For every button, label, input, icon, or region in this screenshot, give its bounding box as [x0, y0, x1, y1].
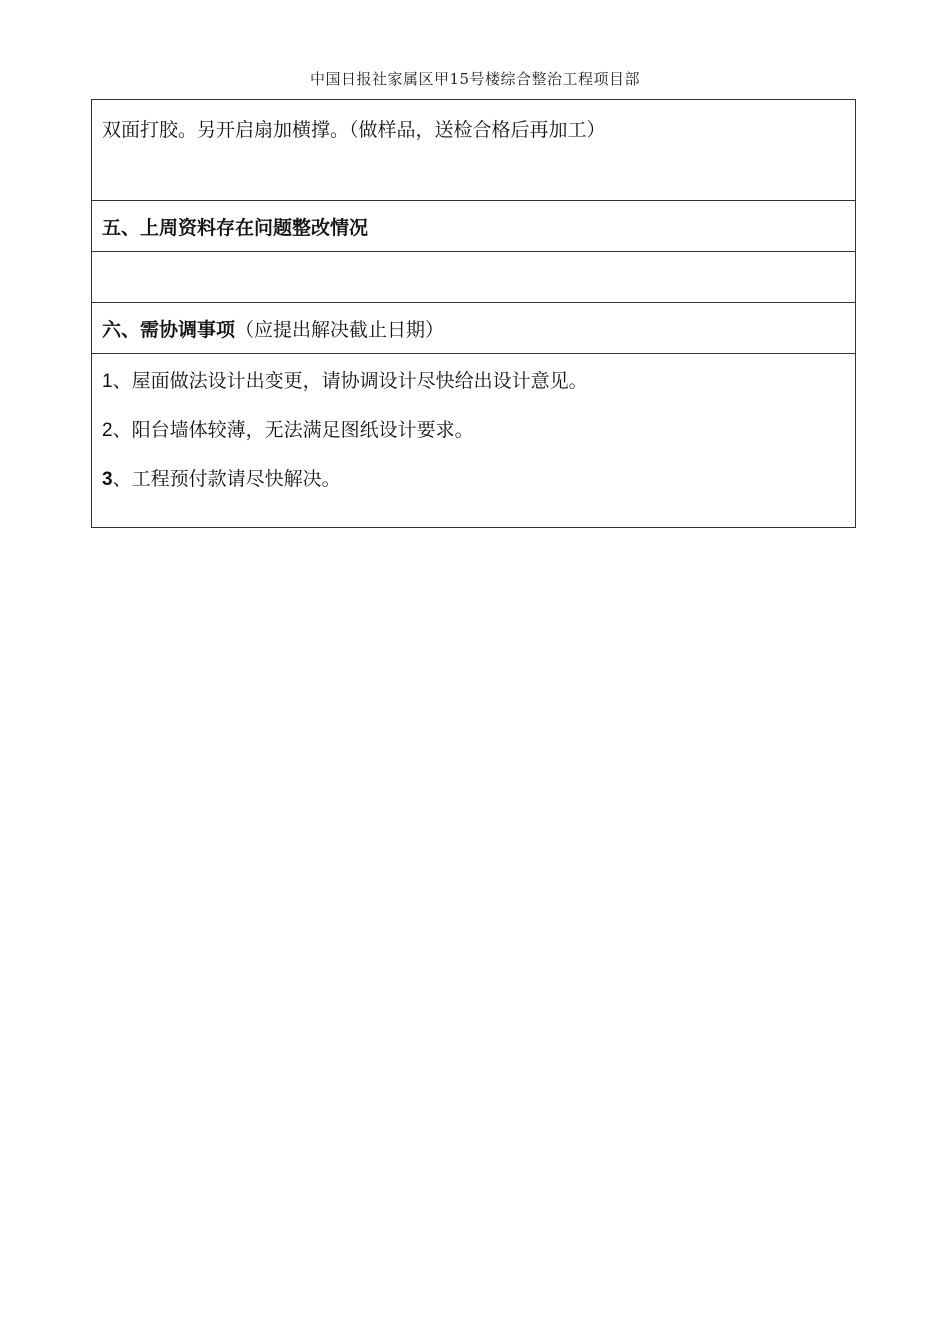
section6-heading-note: （应提出解决截止日期）	[235, 318, 445, 341]
item-text: 、阳台墙体较薄，无法满足图纸设计要求。	[112, 419, 474, 441]
continuation-text: 双面打胶。另开启扇加横撑。（做样品，送检合格后再加工）	[102, 119, 606, 141]
continuation-row	[92, 100, 855, 201]
page-header-title: 中国日报社家属区甲15号楼综合整治工程项目部	[309, 70, 641, 88]
item-text: 、屋面做法设计出变更，请协调设计尽快给出设计意见。	[112, 370, 588, 392]
list-item	[102, 368, 845, 417]
report-table	[91, 99, 856, 528]
section6-heading-row	[92, 303, 855, 354]
item-text: 、工程预付款请尽快解决。	[112, 468, 341, 490]
section5-heading-row	[92, 201, 855, 252]
section5-heading: 五、上周资料存在问题整改情况	[102, 216, 369, 239]
item-number: 2	[102, 420, 113, 441]
section6-heading: 六、需协调事项	[102, 318, 236, 341]
section5-content-row	[92, 252, 855, 303]
item-number: 1	[102, 371, 113, 392]
section6-items-row	[92, 354, 855, 527]
list-item	[102, 417, 845, 466]
item-number: 3	[102, 469, 113, 490]
list-item	[102, 466, 845, 515]
